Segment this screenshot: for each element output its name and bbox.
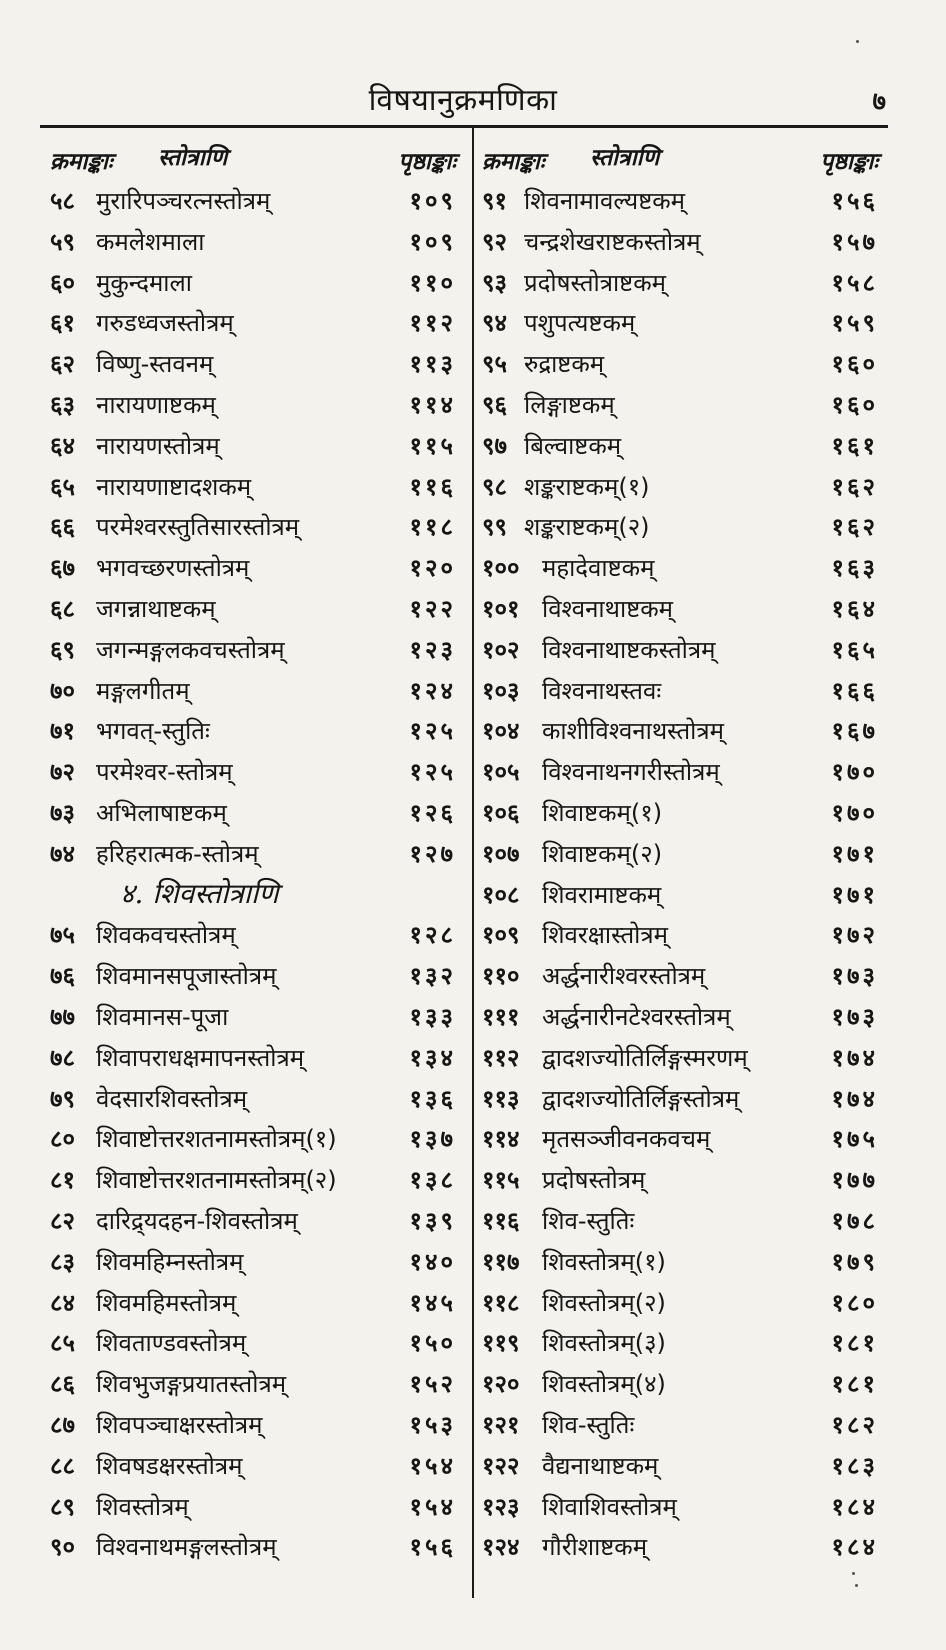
toc-entry [482, 1035, 882, 1076]
toc-entry [482, 219, 882, 260]
entry-title: कमलेशमाला [96, 227, 205, 256]
entry-number: ८१ [50, 1166, 75, 1195]
entry-title: शिवस्तोत्रम्(३) [542, 1329, 666, 1358]
entry-number: ७४ [50, 839, 75, 868]
entry-number: ९१ [482, 187, 507, 215]
entry-page: १७० [831, 798, 878, 827]
toc-entry [50, 912, 460, 953]
toc-entry [50, 708, 460, 749]
entry-page: १५४ [409, 1451, 456, 1480]
entry-page: १०९ [409, 187, 456, 215]
entry-title: शिवाष्टोत्तरशतनामस्तोत्रम्(१) [96, 1125, 337, 1154]
entry-page: १७१ [831, 839, 878, 868]
entry-number: ९८ [482, 472, 507, 501]
entry-title: शिवषडक्षरस्तोत्रम् [96, 1451, 243, 1480]
entry-page: १६६ [831, 676, 878, 705]
entry-title: शिवमहिमस्तोत्रम् [96, 1288, 237, 1317]
toc-entry [50, 668, 460, 709]
entry-number: ८० [50, 1125, 75, 1154]
toc-entry [50, 1116, 460, 1157]
toc-entry [482, 504, 882, 545]
print-speck [855, 1584, 858, 1587]
entry-number: १०२ [482, 635, 520, 664]
entry-page: १५४ [409, 1492, 456, 1521]
entry-page: १८४ [831, 1533, 878, 1562]
entry-page: ११५ [409, 431, 456, 460]
toc-entry [50, 219, 460, 260]
entry-number: ६९ [50, 635, 75, 664]
entry-number: १२२ [482, 1451, 520, 1480]
toc-entry [482, 1402, 882, 1443]
entry-number: ७० [50, 676, 75, 705]
toc-column-left [50, 138, 460, 1565]
entry-number: ७५ [50, 921, 75, 950]
entry-page: १७८ [831, 1206, 878, 1235]
header-title-label: स्तोत्राणि [590, 144, 660, 171]
header-number-label: क्रमाङ्काः [482, 148, 545, 175]
entry-number: १२१ [482, 1410, 520, 1439]
entry-number: ६३ [50, 390, 75, 419]
entry-title: शिवमानस-पूजा [96, 1002, 229, 1031]
entry-number: ६१ [50, 309, 75, 338]
entry-page: १५३ [409, 1410, 456, 1439]
entry-page: १५७ [831, 227, 878, 256]
entry-title: शिवरक्षास्तोत्रम् [542, 921, 668, 950]
toc-entry [482, 423, 882, 464]
entry-number: ८४ [50, 1288, 75, 1317]
entry-title: विष्णु-स्तवनम् [96, 350, 214, 379]
entry-page: १२४ [409, 676, 456, 705]
entry-page: १४० [409, 1247, 456, 1276]
entry-page: १२३ [409, 635, 456, 664]
entry-title: वेदसारशिवस्तोत्रम् [96, 1084, 248, 1113]
entry-page: १२६ [409, 798, 456, 827]
entry-page: १२८ [409, 921, 456, 950]
toc-entry [50, 300, 460, 341]
toc-entry [50, 1035, 460, 1076]
entry-title: विश्वनाथस्तवः [542, 676, 662, 705]
toc-entry [482, 627, 882, 668]
entry-title: शिव-स्तुतिः [542, 1206, 635, 1235]
entry-title: द्वादशज्योतिर्लिङ्गस्तोत्रम् [542, 1084, 740, 1113]
entry-page: १०९ [409, 227, 456, 256]
entry-page: १६३ [831, 554, 878, 583]
entry-page: १७२ [831, 921, 878, 950]
entry-number: ११५ [482, 1166, 520, 1195]
entry-title: महादेवाष्टकम् [542, 554, 655, 583]
toc-entry [482, 708, 882, 749]
toc-entry [482, 1116, 882, 1157]
entry-title: अर्द्धनारीनटेश्वरस्तोत्रम् [542, 1002, 731, 1031]
column-header [50, 138, 460, 178]
entry-number: १०४ [482, 717, 520, 746]
toc-entry [482, 1524, 882, 1565]
toc-entry [482, 994, 882, 1035]
entry-number: ९२ [482, 227, 507, 256]
entry-page: १६२ [831, 472, 878, 501]
print-speck [856, 40, 859, 43]
toc-entry [50, 994, 460, 1035]
entry-number: ११९ [482, 1329, 520, 1358]
print-speck [852, 1572, 855, 1575]
entry-page: १५९ [831, 309, 878, 338]
entry-title: मङ्गलगीतम् [96, 676, 190, 705]
entry-title: अर्द्धनारीश्वरस्तोत्रम् [542, 962, 706, 991]
entry-title: शिवताण्डवस्तोत्रम् [96, 1329, 247, 1358]
entry-number: ५९ [50, 227, 75, 256]
entry-page: १८३ [831, 1451, 878, 1480]
entry-number: ११८ [482, 1288, 520, 1317]
entry-number: ११३ [482, 1084, 520, 1113]
entry-number: ११२ [482, 1043, 520, 1072]
toc-entry [482, 341, 882, 382]
entry-page: १३४ [409, 1043, 456, 1072]
entry-title: शिवस्तोत्रम्(२) [542, 1288, 666, 1317]
entry-number: ७८ [50, 1043, 75, 1072]
toc-entry [482, 1076, 882, 1117]
entry-number: १११ [482, 1002, 520, 1031]
entry-page: ११८ [409, 513, 456, 542]
entry-number: ८५ [50, 1329, 75, 1358]
toc-entry [482, 1361, 882, 1402]
toc-entry [482, 1320, 882, 1361]
toc-entry [50, 464, 460, 505]
entry-title: शिवाष्टकम्(२) [542, 839, 663, 868]
entry-page: १२५ [409, 717, 456, 746]
entry-title: शिवापराधक्षमापनस्तोत्रम् [96, 1043, 305, 1072]
entry-number: ८७ [50, 1410, 75, 1439]
entry-page: १५२ [409, 1370, 456, 1399]
entry-page: १८० [831, 1288, 878, 1317]
entry-title: जगन्मङ्गलकवचस्तोत्रम् [96, 635, 285, 664]
entry-title: विश्वनाथनगरीस्तोत्रम् [542, 758, 720, 787]
toc-entry [50, 423, 460, 464]
entry-title: विश्वनाथाष्टकम् [542, 594, 673, 623]
entry-page: १७४ [831, 1084, 878, 1113]
entry-number: ९६ [482, 390, 507, 419]
entry-title: मृतसञ्जीवनकवचम् [542, 1125, 711, 1154]
entry-title: शिवस्तोत्रम्(१) [542, 1247, 666, 1276]
column-header [482, 138, 882, 178]
entry-page: १५८ [831, 268, 878, 297]
toc-entry [482, 260, 882, 301]
toc-entry [50, 953, 460, 994]
entry-page: १८१ [831, 1329, 878, 1358]
toc-entry [50, 1280, 460, 1321]
entry-number: १०८ [482, 880, 520, 909]
entry-page: ११४ [409, 390, 456, 419]
entry-title: प्रदोषस्तोत्रम् [542, 1166, 646, 1195]
toc-entry [482, 953, 882, 994]
entry-title: मुरारिपञ्चरत्नस्तोत्रम् [96, 187, 271, 215]
entry-page: १२७ [409, 839, 456, 868]
entry-page: १५६ [831, 187, 878, 215]
entry-title: भगवत्-स्तुतिः [96, 717, 210, 746]
entry-title: द्वादशज्योतिर्लिङ्गस्मरणम् [542, 1043, 748, 1072]
entry-title: विश्वनाथाष्टकस्तोत्रम् [542, 635, 716, 664]
toc-entry [50, 504, 460, 545]
entry-title: जगन्नाथाष्टकम् [96, 594, 216, 623]
toc-entry [482, 831, 882, 872]
entry-page: १५६ [409, 1533, 456, 1562]
entry-page: १७५ [831, 1125, 878, 1154]
toc-entry [482, 1484, 882, 1525]
header-title-label: स्तोत्राणि [158, 144, 228, 171]
entry-number: ९९ [482, 513, 507, 542]
entry-title: शिवाष्टकम्(१) [542, 798, 663, 827]
toc-entry [50, 1524, 460, 1565]
entry-number: ७७ [50, 1002, 75, 1031]
header-page-label: पृष्ठाङ्काः [820, 148, 878, 175]
entry-number: ६२ [50, 350, 75, 379]
toc-entry [482, 464, 882, 505]
entry-title: दारिद्र्यदहन-शिवस्तोत्रम् [96, 1206, 298, 1235]
entry-number: ८६ [50, 1370, 75, 1399]
entry-page: १३३ [409, 1002, 456, 1031]
entry-number: ७२ [50, 758, 75, 787]
entry-title: लिङ्गाष्टकम् [524, 390, 615, 419]
toc-entry [50, 1320, 460, 1361]
entry-title: शिवस्तोत्रम्(४) [542, 1370, 666, 1399]
entry-title: नारायणाष्टकम् [96, 390, 216, 419]
toc-entry [50, 1361, 460, 1402]
entry-number: १०६ [482, 798, 520, 827]
toc-entry [50, 382, 460, 423]
toc-column-right [482, 138, 882, 1565]
entry-page: ११३ [409, 350, 456, 379]
entry-page: १५० [409, 1329, 456, 1358]
entry-number: ७३ [50, 798, 75, 827]
entry-title: नारायणाष्टादशकम् [96, 472, 252, 501]
toc-entry [50, 1402, 460, 1443]
toc-entry [50, 341, 460, 382]
entry-title: शिवाष्टोत्तरशतनामस्तोत्रम्(२) [96, 1166, 337, 1195]
toc-entry [482, 586, 882, 627]
entry-number: ९४ [482, 309, 507, 338]
toc-entry [482, 872, 882, 913]
toc-entry [482, 1239, 882, 1280]
entry-number: ६६ [50, 513, 75, 542]
entry-number: १०१ [482, 594, 520, 623]
entry-number: ११६ [482, 1206, 520, 1235]
entry-title: चन्द्रशेखराष्टकस्तोत्रम् [524, 227, 701, 256]
toc-entry [482, 300, 882, 341]
entry-title: परमेश्वरस्तुतिसारस्तोत्रम् [96, 513, 300, 542]
section-heading-text: ४. शिवस्तोत्राणि [120, 876, 279, 910]
entry-number: ६० [50, 268, 75, 297]
entry-number: ६५ [50, 472, 75, 501]
entry-title: हरिहरात्मक-स्तोत्रम् [96, 839, 259, 868]
entry-title: शिवपञ्चाक्षरस्तोत्रम् [96, 1410, 263, 1439]
section-heading [50, 872, 460, 913]
entry-number: १२४ [482, 1533, 520, 1562]
entry-number: ९५ [482, 350, 507, 379]
toc-entry [482, 668, 882, 709]
entry-title: गौरीशाष्टकम् [542, 1533, 648, 1562]
entry-page: १६२ [831, 513, 878, 542]
entry-title: गरुडध्वजस्तोत्रम् [96, 309, 234, 338]
entry-page: १८१ [831, 1370, 878, 1399]
toc-entry [50, 790, 460, 831]
entry-title: शिवमानसपूजास्तोत्रम् [96, 962, 277, 991]
toc-entry [50, 627, 460, 668]
entry-page: १३९ [409, 1206, 456, 1235]
entry-number: ६८ [50, 594, 75, 623]
entry-number: ७६ [50, 962, 75, 991]
entry-page: १६४ [831, 594, 878, 623]
entry-page: १७३ [831, 962, 878, 991]
toc-entry [50, 545, 460, 586]
toc-entry [50, 178, 460, 219]
entry-title: परमेश्वर-स्तोत्रम् [96, 758, 233, 787]
entry-title: विश्वनाथमङ्गलस्तोत्रम् [96, 1533, 277, 1562]
entry-page: १८४ [831, 1492, 878, 1521]
entry-number: १२३ [482, 1492, 520, 1521]
toc-entry [50, 1076, 460, 1117]
entry-page: १७० [831, 758, 878, 787]
entry-number: १०० [482, 554, 520, 583]
entry-page: १३२ [409, 962, 456, 991]
entry-page: १७७ [831, 1166, 878, 1195]
entry-title: मुकुन्दमाला [96, 268, 192, 297]
entry-number: १२० [482, 1370, 520, 1399]
entry-page: १८२ [831, 1410, 878, 1439]
entry-page: १२० [409, 554, 456, 583]
toc-entry [482, 1157, 882, 1198]
entry-title: प्रदोषस्तोत्राष्टकम् [524, 268, 666, 297]
entry-page: १६१ [831, 431, 878, 460]
entry-page: १६० [831, 390, 878, 419]
entry-title: शिवकवचस्तोत्रम् [96, 921, 236, 950]
toc-entry [482, 749, 882, 790]
entry-page: ११० [409, 268, 456, 297]
entry-title: काशीविश्वनाथस्तोत्रम् [542, 717, 724, 746]
entry-title: शङ्कराष्टकम्(२) [524, 513, 650, 542]
toc-entry [50, 1239, 460, 1280]
toc-entry [50, 749, 460, 790]
entry-title: शिवभुजङ्गप्रयातस्तोत्रम् [96, 1370, 287, 1399]
entry-page: १७३ [831, 1002, 878, 1031]
entry-number: ९७ [482, 431, 507, 460]
entry-page: १७९ [831, 1247, 878, 1276]
entry-number: ७१ [50, 717, 75, 746]
toc-entry [50, 831, 460, 872]
entry-number: ९० [50, 1533, 75, 1562]
entry-page: १७४ [831, 1043, 878, 1072]
entry-number: ६४ [50, 431, 75, 460]
entry-page: १६७ [831, 717, 878, 746]
page-number: ७ [872, 87, 886, 117]
entry-number: ११४ [482, 1125, 520, 1154]
toc-entry [482, 178, 882, 219]
entry-page: १६० [831, 350, 878, 379]
toc-entry [482, 1443, 882, 1484]
toc-entry [50, 1198, 460, 1239]
entry-title: भगवच्छरणस्तोत्रम् [96, 554, 250, 583]
entry-title: शिवनामावल्यष्टकम् [524, 187, 686, 215]
entry-number: ८३ [50, 1247, 75, 1276]
entry-title: वैद्यनाथाष्टकम् [542, 1451, 659, 1480]
header-number-label: क्रमाङ्काः [50, 148, 113, 175]
running-head [40, 78, 886, 124]
entry-page: १६५ [831, 635, 878, 664]
entry-title: शिवरामाष्टकम् [542, 880, 662, 909]
entry-number: ८८ [50, 1451, 75, 1480]
entry-page: १२२ [409, 594, 456, 623]
entry-number: ११० [482, 962, 520, 991]
toc-entry [50, 1443, 460, 1484]
toc-entry [50, 1157, 460, 1198]
entry-number: १०९ [482, 921, 520, 950]
header-rule [40, 125, 888, 128]
entry-number: ७९ [50, 1084, 75, 1113]
toc-entry [50, 1484, 460, 1525]
column-divider [472, 128, 474, 1598]
entry-title: अभिलाषाष्टकम् [96, 798, 227, 827]
entry-page: १३६ [409, 1084, 456, 1113]
toc-entry [482, 1280, 882, 1321]
page-title: विषयानुक्रमणिका [368, 83, 558, 118]
toc-entry [482, 382, 882, 423]
entry-page: १३७ [409, 1125, 456, 1154]
entry-title: नारायणस्तोत्रम् [96, 431, 220, 460]
toc-entry [50, 586, 460, 627]
toc-entry [482, 545, 882, 586]
toc-entry [482, 790, 882, 831]
entry-page: १२५ [409, 758, 456, 787]
entry-number: ११७ [482, 1247, 520, 1276]
entry-title: शङ्कराष्टकम्(१) [524, 472, 650, 501]
entry-number: ८९ [50, 1492, 75, 1521]
toc-entry [482, 912, 882, 953]
toc-entry [50, 260, 460, 301]
entry-page: १३८ [409, 1166, 456, 1195]
entry-page: ११६ [409, 472, 456, 501]
toc-entry [482, 1198, 882, 1239]
entry-title: शिव-स्तुतिः [542, 1410, 635, 1439]
entry-title: शिवाशिवस्तोत्रम् [542, 1492, 677, 1521]
entry-number: ८२ [50, 1206, 75, 1235]
entry-number: ६७ [50, 554, 75, 583]
entry-number: ९३ [482, 268, 507, 297]
entry-title: शिवस्तोत्रम् [96, 1492, 189, 1521]
entry-title: पशुपत्यष्टकम् [524, 309, 636, 338]
entry-page: १४५ [409, 1288, 456, 1317]
entry-page: १७१ [831, 880, 878, 909]
entry-number: ५८ [50, 187, 75, 215]
entry-number: १०७ [482, 839, 520, 868]
entry-number: १०५ [482, 758, 520, 787]
header-page-label: पृष्ठाङ्काः [398, 148, 456, 175]
entry-number: १०३ [482, 676, 520, 705]
entry-page: ११२ [409, 309, 456, 338]
entry-title: रुद्राष्टकम् [524, 350, 605, 379]
entry-title: शिवमहिम्नस्तोत्रम् [96, 1247, 244, 1276]
entry-title: बिल्वाष्टकम् [524, 431, 622, 460]
